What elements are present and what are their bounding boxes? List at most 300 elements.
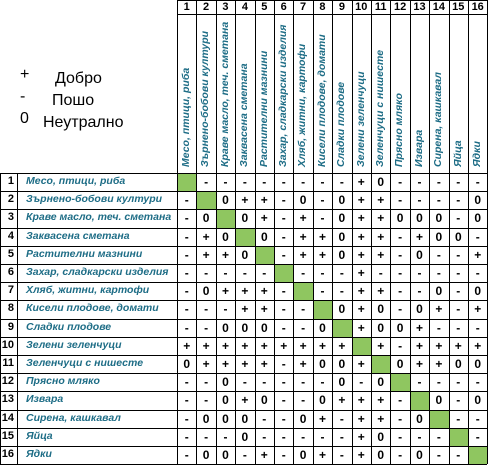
matrix-cell: + — [241, 338, 249, 353]
matrix-cell: + — [474, 247, 482, 262]
matrix-cell: 0 — [222, 375, 229, 390]
matrix-cell: - — [184, 375, 189, 390]
column-label: Зелени зеленчуци — [354, 71, 367, 167]
matrix-cell: - — [281, 411, 286, 426]
matrix-cell: - — [204, 175, 209, 189]
matrix-cell: 0 — [222, 411, 229, 426]
matrix-cell: - — [242, 375, 247, 390]
grid-line — [0, 446, 487, 447]
row-number: 12 — [1, 375, 14, 388]
matrix-cell: - — [320, 284, 325, 299]
matrix-cell: 0 — [377, 375, 385, 390]
grid-line — [487, 0, 488, 464]
matrix-cell: + — [377, 229, 385, 244]
matrix-cell: - — [320, 429, 325, 444]
grid-line — [0, 191, 487, 192]
grid-line — [371, 0, 372, 464]
matrix-cell: 0 — [416, 411, 423, 426]
column-number: 16 — [471, 1, 484, 13]
matrix-cell: - — [204, 393, 209, 408]
matrix-cell: - — [281, 429, 286, 444]
diagonal-cell — [391, 374, 409, 391]
matrix-cell: 0 — [241, 320, 249, 335]
matrix-cell: + — [415, 338, 423, 353]
matrix-cell: + — [221, 357, 229, 371]
matrix-cell: - — [398, 393, 403, 408]
row-label: Кисели плодове, домати — [26, 302, 159, 315]
matrix-cell: - — [184, 302, 189, 317]
matrix-cell: - — [398, 302, 403, 317]
diagonal-cell — [236, 229, 254, 246]
matrix-cell: - — [320, 266, 325, 280]
matrix-cell: 0 — [241, 411, 249, 426]
matrix-cell: + — [202, 338, 210, 353]
matrix-cell: - — [320, 375, 325, 390]
matrix-cell: - — [184, 448, 189, 462]
matrix-cell: + — [260, 448, 268, 462]
matrix-cell: - — [456, 284, 461, 299]
matrix-cell: + — [435, 338, 443, 353]
diagonal-cell — [217, 210, 235, 227]
grid-line — [274, 0, 275, 464]
row-label: Хляб, житни, картофи — [26, 284, 150, 297]
matrix-cell: - — [436, 247, 441, 262]
matrix-cell: 0 — [377, 302, 385, 317]
column-number: 5 — [261, 1, 268, 13]
matrix-cell: 0 — [241, 211, 249, 226]
row-label: Зърнено-бобови култури — [26, 193, 163, 206]
row-number: 13 — [1, 393, 14, 406]
grid-line — [0, 319, 487, 320]
matrix-cell: - — [281, 393, 286, 408]
row-number: 16 — [1, 448, 14, 460]
matrix-cell: - — [456, 302, 461, 317]
matrix-cell: - — [417, 284, 422, 299]
matrix-cell: + — [377, 393, 385, 408]
matrix-cell: 0 — [377, 320, 385, 335]
matrix-cell: 0 — [454, 357, 462, 371]
matrix-cell: 0 — [474, 193, 482, 208]
matrix-cell: - — [339, 411, 344, 426]
grid-line — [0, 428, 487, 429]
matrix-cell: - — [262, 375, 267, 390]
matrix-cell: - — [320, 193, 325, 208]
grid-line — [0, 410, 487, 411]
grid-line — [177, 14, 487, 15]
row-number: 3 — [7, 211, 14, 224]
row-number: 6 — [7, 266, 14, 278]
matrix-cell: + — [357, 411, 365, 426]
matrix-cell: + — [318, 229, 326, 244]
column-label: Заквасена сметана — [238, 63, 251, 167]
grid-line — [0, 373, 487, 374]
matrix-cell: - — [242, 448, 247, 462]
matrix-cell: - — [436, 266, 441, 280]
matrix-cell: - — [398, 448, 403, 462]
legend-symbol: + — [20, 66, 30, 83]
matrix-cell: - — [204, 320, 209, 335]
matrix-cell: + — [202, 229, 210, 244]
matrix-cell: + — [357, 211, 365, 226]
column-label: Ядки — [471, 141, 483, 167]
matrix-cell: - — [456, 193, 461, 208]
matrix-cell: - — [301, 175, 306, 189]
matrix-cell: 0 — [396, 320, 404, 335]
matrix-cell: - — [281, 357, 286, 371]
matrix-cell: - — [398, 247, 403, 262]
matrix-cell: 0 — [338, 357, 346, 371]
grid-line — [352, 0, 353, 464]
grid-line — [0, 173, 487, 174]
grid-line — [0, 391, 487, 392]
row-label: Прясно мляко — [26, 375, 100, 388]
column-number: 9 — [338, 1, 345, 13]
matrix-cell: 0 — [202, 448, 210, 462]
matrix-cell: + — [357, 175, 365, 189]
matrix-cell: 0 — [299, 411, 307, 426]
matrix-cell: - — [184, 229, 189, 244]
matrix-cell: - — [223, 429, 228, 444]
row-label: Зелени зеленчуци — [26, 338, 122, 351]
diagonal-cell — [178, 174, 196, 191]
matrix-cell: - — [475, 229, 480, 244]
grid-line — [196, 0, 197, 464]
matrix-cell: - — [456, 320, 461, 335]
matrix-cell: + — [377, 247, 385, 262]
matrix-cell: - — [301, 302, 306, 317]
matrix-cell: - — [475, 375, 480, 390]
matrix-cell: - — [456, 211, 461, 226]
diagonal-cell — [256, 247, 274, 264]
grid-line — [0, 337, 487, 338]
matrix-cell: - — [398, 266, 403, 280]
matrix-cell: 0 — [435, 229, 443, 244]
matrix-cell: - — [262, 429, 267, 444]
matrix-cell: - — [223, 175, 228, 189]
matrix-cell: - — [281, 302, 286, 317]
matrix-cell: + — [260, 284, 268, 299]
column-number: 13 — [413, 1, 426, 13]
matrix-cell: + — [202, 247, 210, 262]
row-number: 14 — [1, 411, 14, 424]
column-number: 14 — [432, 1, 445, 13]
diagonal-cell — [411, 392, 429, 409]
matrix-cell: - — [301, 266, 306, 280]
matrix-cell: - — [398, 284, 403, 299]
matrix-cell: + — [357, 393, 365, 408]
column-label: Краве масло, теч. сметана — [218, 21, 231, 167]
matrix-cell: 0 — [222, 193, 229, 208]
matrix-cell: - — [339, 284, 344, 299]
column-label: Яйца — [451, 140, 464, 167]
matrix-cell: - — [223, 266, 228, 280]
grid-line — [429, 0, 430, 464]
matrix-cell: - — [417, 429, 422, 444]
matrix-cell: + — [318, 338, 326, 353]
matrix-cell: - — [184, 320, 189, 335]
matrix-cell: - — [242, 175, 247, 189]
matrix-cell: - — [378, 266, 383, 280]
matrix-cell: + — [377, 193, 385, 208]
matrix-cell: + — [318, 448, 326, 462]
diagonal-cell — [372, 356, 390, 373]
row-label: Растителни мазнини — [26, 247, 143, 260]
grid-line — [293, 0, 294, 464]
matrix-cell: + — [357, 429, 365, 444]
matrix-cell: 0 — [202, 411, 210, 426]
column-number: 2 — [203, 1, 210, 13]
legend-label: Пошо — [52, 92, 95, 109]
matrix-cell: 0 — [222, 393, 229, 408]
row-label: Извара — [26, 393, 64, 406]
matrix-cell: - — [475, 429, 480, 444]
grid-line — [468, 0, 469, 464]
matrix-cell: 0 — [338, 375, 346, 390]
matrix-cell: + — [377, 338, 385, 353]
row-number: 5 — [7, 247, 14, 260]
matrix-cell: 0 — [338, 229, 346, 244]
matrix-cell: + — [474, 338, 482, 353]
matrix-cell: 0 — [241, 247, 249, 262]
matrix-cell: 0 — [319, 393, 326, 408]
matrix-cell: 0 — [241, 429, 249, 444]
matrix-cell: - — [359, 375, 364, 390]
matrix-cell: - — [436, 320, 441, 335]
matrix-cell: - — [398, 429, 403, 444]
matrix-cell: + — [183, 338, 191, 353]
matrix-cell: + — [299, 247, 307, 262]
matrix-cell: - — [417, 266, 422, 280]
matrix-cell: + — [415, 320, 423, 335]
matrix-cell: - — [417, 193, 422, 208]
grid-line — [0, 246, 487, 247]
row-label: Яйца — [26, 429, 53, 442]
row-label: Зеленчуци с нишесте — [26, 357, 144, 369]
matrix-cell: + — [260, 302, 268, 317]
matrix-cell: + — [241, 357, 249, 371]
grid-line — [0, 228, 487, 229]
matrix-cell: + — [299, 229, 307, 244]
matrix-cell: - — [281, 320, 286, 335]
matrix-cell: - — [456, 175, 461, 189]
grid-line — [0, 300, 487, 301]
matrix-cell: + — [299, 211, 307, 226]
row-number: 9 — [7, 320, 14, 333]
matrix-cell: - — [398, 175, 403, 189]
matrix-cell: 0 — [319, 320, 326, 335]
column-number: 8 — [319, 1, 326, 13]
matrix-cell: 0 — [396, 211, 404, 226]
column-number: 12 — [393, 1, 407, 13]
row-label: Сладки плодове — [26, 320, 112, 333]
matrix-cell: 0 — [416, 211, 423, 226]
matrix-cell: 0 — [454, 229, 462, 244]
matrix-cell: 0 — [260, 393, 268, 408]
column-label: Сирена, кашкавал — [432, 72, 445, 167]
column-label: Месо, птици, риба — [180, 67, 192, 167]
column-label: Захар, сладкарски изделия — [277, 24, 289, 167]
matrix-cell: - — [456, 393, 461, 408]
matrix-cell: 0 — [183, 357, 191, 371]
matrix-cell: 0 — [202, 284, 210, 299]
matrix-cell: - — [417, 375, 422, 390]
matrix-cell: 0 — [377, 175, 385, 189]
matrix-cell: - — [339, 448, 344, 462]
matrix-cell: - — [398, 229, 403, 244]
matrix-cell: 0 — [299, 193, 307, 208]
matrix-cell: - — [436, 193, 441, 208]
matrix-cell: + — [299, 338, 307, 353]
matrix-cell: 0 — [338, 247, 346, 262]
matrix-cell: - — [301, 393, 306, 408]
matrix-cell: - — [456, 448, 461, 462]
matrix-cell: - — [320, 175, 325, 189]
matrix-cell: 0 — [474, 357, 482, 371]
matrix-cell: 0 — [222, 229, 229, 244]
row-number: 10 — [1, 338, 14, 351]
grid-line — [332, 0, 333, 464]
diagonal-cell — [333, 320, 351, 337]
matrix-cell: + — [221, 247, 229, 262]
column-label: Сладки плодове — [335, 81, 348, 167]
matrix-cell: - — [456, 411, 461, 426]
matrix-cell: + — [260, 357, 268, 371]
matrix-cell: + — [415, 357, 423, 371]
column-label: Зърнено-бобови култури — [199, 30, 212, 167]
grid-line — [313, 0, 314, 464]
legend-label: Добро — [55, 70, 102, 87]
column-label: Извара — [412, 129, 425, 167]
matrix-cell: 0 — [377, 448, 385, 462]
matrix-cell: 0 — [416, 448, 423, 462]
matrix-cell: - — [475, 266, 480, 280]
row-number: 1 — [7, 175, 14, 187]
matrix-cell: + — [357, 247, 365, 262]
matrix-cell: + — [435, 302, 443, 317]
column-label: Растителни мазнини — [257, 50, 270, 167]
matrix-cell: + — [241, 193, 249, 208]
matrix-cell: - — [262, 266, 267, 280]
matrix-cell: - — [281, 193, 286, 208]
matrix-cell: - — [242, 266, 247, 280]
diagonal-cell — [450, 429, 468, 446]
matrix-cell: 0 — [474, 284, 482, 299]
matrix-cell: + — [299, 357, 307, 371]
matrix-cell: 0 — [435, 393, 443, 408]
matrix-cell: - — [204, 429, 209, 444]
column-label: Прясно мляко — [393, 93, 406, 167]
matrix-cell: + — [377, 211, 385, 226]
matrix-cell: - — [475, 320, 480, 335]
grid-line — [390, 0, 391, 464]
row-label: Заквасена сметана — [26, 229, 130, 242]
matrix-cell: 0 — [435, 284, 443, 299]
matrix-cell: - — [281, 247, 286, 262]
matrix-cell: - — [456, 247, 461, 262]
row-number: 2 — [7, 193, 14, 206]
matrix-cell: 0 — [299, 448, 307, 462]
matrix-cell: + — [280, 338, 288, 353]
matrix-cell: 0 — [202, 211, 210, 226]
matrix-cell: 0 — [396, 357, 404, 371]
matrix-cell: 0 — [260, 320, 268, 335]
matrix-cell: + — [338, 393, 346, 408]
matrix-cell: - — [262, 175, 267, 189]
legend-label: Неутрално — [43, 114, 124, 131]
grid-line — [235, 0, 236, 464]
matrix-cell: + — [474, 302, 482, 317]
matrix-cell: 0 — [474, 211, 482, 226]
matrix-cell: + — [318, 247, 326, 262]
diagonal-cell — [353, 338, 371, 355]
row-label: Месо, птици, риба — [26, 175, 126, 187]
matrix-cell: 0 — [377, 429, 385, 444]
matrix-cell: - — [281, 175, 286, 189]
matrix-cell: 0 — [416, 302, 423, 317]
matrix-cell: 0 — [416, 247, 423, 262]
diagonal-cell — [469, 447, 487, 464]
matrix-cell: + — [377, 284, 385, 299]
matrix-cell: - — [184, 247, 189, 262]
matrix-cell: - — [184, 211, 189, 226]
diagonal-cell — [314, 301, 332, 318]
matrix-cell: - — [475, 411, 480, 426]
matrix-cell: - — [301, 320, 306, 335]
row-label: Сирена, кашкавал — [26, 411, 121, 424]
matrix-cell: 0 — [260, 229, 268, 244]
matrix-cell: + — [415, 229, 423, 244]
grid-line — [216, 0, 217, 464]
column-number: 10 — [355, 1, 368, 13]
column-number: 15 — [452, 1, 465, 13]
matrix-cell: 0 — [474, 393, 482, 408]
column-label: Кисели плодове, домати — [315, 34, 328, 167]
diagonal-cell — [294, 283, 312, 300]
matrix-cell: - — [184, 429, 189, 444]
matrix-cell: - — [204, 302, 209, 317]
column-number: 1 — [183, 1, 190, 13]
matrix-cell: - — [417, 175, 422, 189]
matrix-cell: + — [318, 411, 326, 426]
diagonal-cell — [430, 411, 448, 428]
row-number: 11 — [2, 357, 14, 369]
matrix-cell: - — [281, 284, 286, 299]
grid-line — [177, 0, 487, 1]
matrix-cell: 0 — [222, 320, 229, 335]
column-number: 11 — [374, 1, 387, 13]
matrix-cell: - — [398, 193, 403, 208]
matrix-cell: - — [184, 411, 189, 426]
matrix-cell: + — [241, 393, 249, 408]
matrix-cell: - — [339, 175, 344, 189]
grid-line — [255, 0, 256, 464]
matrix-cell: 0 — [435, 211, 443, 226]
matrix-cell: - — [184, 193, 189, 208]
matrix-cell: - — [339, 266, 344, 280]
matrix-cell: - — [204, 266, 209, 280]
grid-line — [0, 282, 487, 283]
column-number: 4 — [241, 1, 248, 13]
matrix-cell: - — [475, 175, 480, 189]
matrix-cell: - — [436, 375, 441, 390]
column-number: 3 — [222, 1, 229, 13]
matrix-cell: - — [184, 266, 189, 280]
row-number: 8 — [7, 302, 14, 315]
matrix-cell: - — [223, 302, 228, 317]
matrix-cell: + — [221, 338, 229, 353]
matrix-cell: + — [357, 302, 365, 317]
grid-line — [0, 264, 487, 265]
